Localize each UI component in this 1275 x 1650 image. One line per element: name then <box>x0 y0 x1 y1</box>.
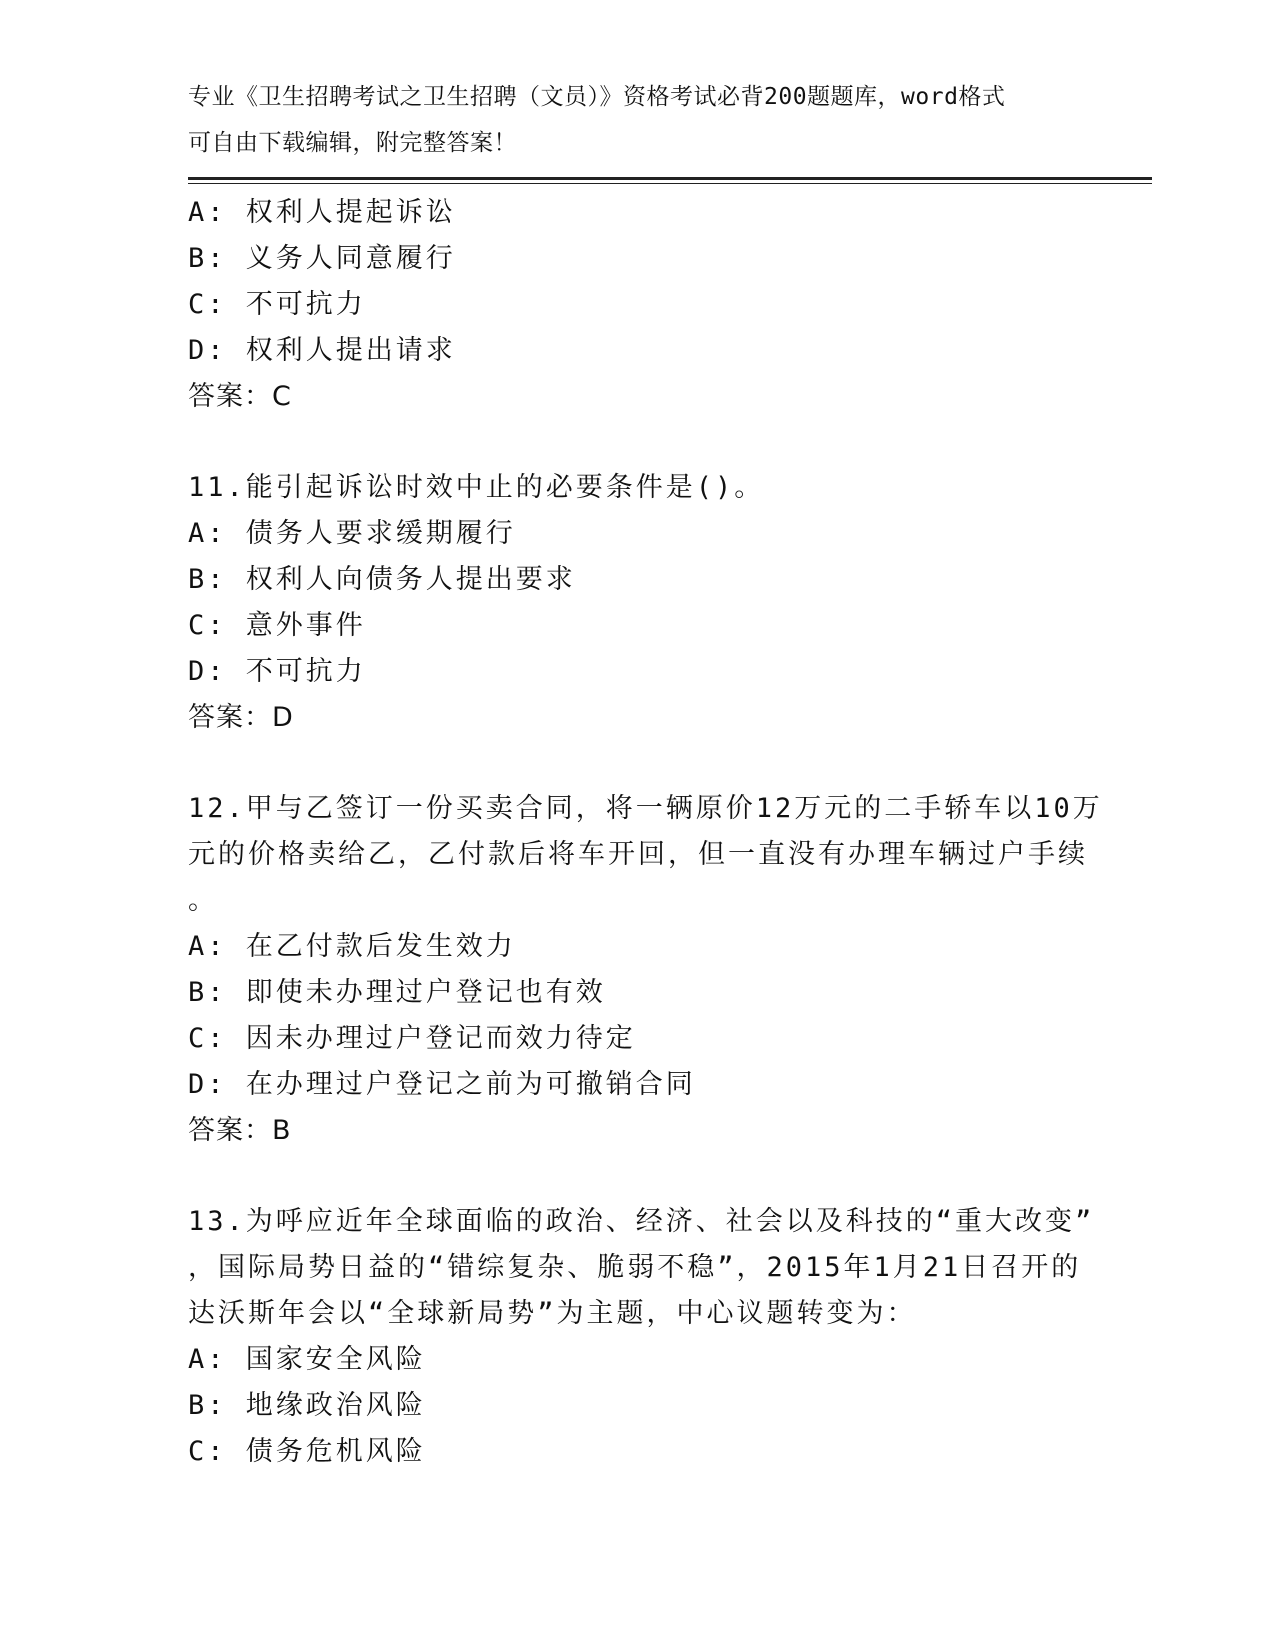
option-d: D: 不可抗力 <box>188 656 366 687</box>
spacer <box>188 1154 1128 1199</box>
question-stem-line-1: 13.为呼应近年全球面临的政治、经济、社会以及科技的“重大改变” <box>188 1206 1095 1237</box>
answer: 答案：B <box>188 1115 292 1146</box>
question-block-12 <box>188 786 1128 1154</box>
question-stem-line-3: 达沃斯年会以“全球新局势”为主题，中心议题转变为： <box>188 1298 917 1329</box>
question-stem-line-2: 元的价格卖给乙，乙付款后将车开回，但一直没有办理车辆过户手续 <box>188 839 1088 870</box>
option-b: B: 义务人同意履行 <box>188 243 456 274</box>
option-c: C: 意外事件 <box>188 610 366 641</box>
answer: 答案：C <box>188 381 292 412</box>
header-divider-thin <box>188 183 1152 184</box>
question-stem-line-1: 12.甲与乙签订一份买卖合同，将一辆原价12万元的二手轿车以10万 <box>188 793 1103 824</box>
option-a: A: 债务人要求缓期履行 <box>188 518 516 549</box>
header-line-1: 专业《卫生招聘考试之卫生招聘（文员）》资格考试必背200题题库，word格式 <box>188 84 1006 110</box>
header-divider-thick <box>188 177 1152 180</box>
spacer <box>188 741 1128 786</box>
spacer <box>188 420 1128 465</box>
option-d: D: 在办理过户登记之前为可撤销合同 <box>188 1069 696 1100</box>
option-d: D: 权利人提出请求 <box>188 335 456 366</box>
question-list <box>188 190 1128 1475</box>
question-stem-line-2: ，国际局势日益的“错综复杂、脆弱不稳”，2015年1月21日召开的 <box>188 1252 1082 1283</box>
question-block-11 <box>188 465 1128 741</box>
answer: 答案：D <box>188 702 294 733</box>
option-b: B: 权利人向债务人提出要求 <box>188 564 576 595</box>
option-a: A: 在乙付款后发生效力 <box>188 931 516 962</box>
option-c: C: 因未办理过户登记而效力待定 <box>188 1023 636 1054</box>
document-header <box>188 74 1068 166</box>
option-c: C: 不可抗力 <box>188 289 366 320</box>
question-stem-line-3: 。 <box>188 885 218 916</box>
question-block-10 <box>188 190 1128 420</box>
header-line-2: 可自由下载编辑，附完整答案！ <box>188 130 517 156</box>
question-stem: 11.能引起诉讼时效中止的必要条件是()。 <box>188 472 765 503</box>
question-block-13 <box>188 1199 1128 1475</box>
option-a: A: 权利人提起诉讼 <box>188 197 456 228</box>
option-c: C: 债务危机风险 <box>188 1436 426 1467</box>
option-a: A: 国家安全风险 <box>188 1344 426 1375</box>
option-b: B: 即使未办理过户登记也有效 <box>188 977 606 1008</box>
option-b: B: 地缘政治风险 <box>188 1390 426 1421</box>
